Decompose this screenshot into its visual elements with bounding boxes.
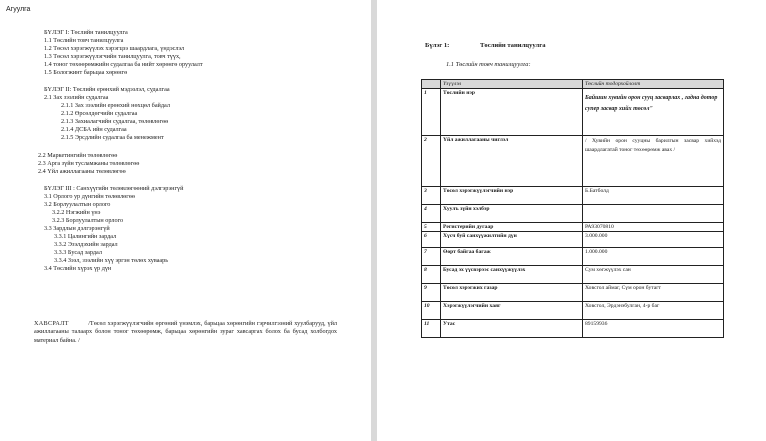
toc-entry[interactable]: 3.1 Орлого ур дүнгийн төлөвлөгөө [44,193,135,200]
toc-entry[interactable]: 3.2.3 Борлуулалтын орлого [52,217,124,224]
toc-entry[interactable]: 2.1.1 Зах зээлийн ерөнхий нөхцөл байдал [61,102,170,109]
row-label: Утас [441,320,583,338]
toc-entry[interactable]: 3.2 Борлуулалтын орлого [44,201,111,208]
row-label: Өөрт байгаа багаж [441,248,583,266]
table-row [422,89,724,136]
row-value: Ховсгол аймаг, Сүм орон бутагт [583,284,724,302]
table-row [422,205,724,223]
row-value: Байшин хувийн орон сууц засварлах , гадна дотор супер засвар хийх төсөл" [583,89,724,136]
toc-entry[interactable]: 3.3.2 Эзэлдэхийн зардал [54,241,118,248]
row-label: Хуулъ зүйн хэлбэр [441,205,583,223]
row-number: 3 [422,187,441,205]
row-label: Үйл ажиллагааны чиглэл [441,136,583,187]
document-page-left [0,0,371,441]
row-label: Төсөл хэрэгжих газар [441,284,583,302]
row-label: Хүсч буй санхүүжилтийн дүн [441,232,583,248]
row-value: 3.000.000 [583,232,724,248]
row-number: 8 [422,266,441,284]
toc-entry[interactable]: 2.1.4 ДСБА ийн судалгаа [61,126,127,133]
row-label: Төсөл хэрэгжүүлэгчийн нэр [441,187,583,205]
subsection-title: 1.1 Төслийн товч танилцуулга: [446,61,531,68]
table-row [422,320,724,338]
row-value: / Хувийн орон сууцны барилгын засвар хийхэд шаардлагатай тоног төхөөрөмж авах / [583,136,724,187]
toc-entry[interactable]: 3.4 Төслийн хүрэх үр дүн [44,265,112,272]
toc-entry[interactable]: 2.3 Арга зүйн тусламжаны төлөвлөгөө [38,160,140,167]
toc-entry[interactable]: 2.1.3 Захиалагчийн судалгаа, төлөвлөгөө [61,118,169,125]
row-label: Хэрэгжүүлэгчийн хаяг [441,302,583,320]
toc-entry[interactable]: 2.1.2 Өрсөлдөгчийн судалгаа [61,110,138,117]
appendix-paragraph [34,320,337,345]
toc-entry[interactable]: 2.1.5 Эрсдлийн судалгаа ба менежмент [61,134,164,141]
toc-entry[interactable]: 2.2 Маркетингийн төлөвлөгөө [38,152,118,159]
table-row [422,284,724,302]
toc-entry[interactable]: 3.2.2 Нэгжийн үнэ [52,209,101,216]
row-label: Төслийн нэр [441,89,583,136]
toc-entry[interactable]: БҮЛЭГ II: Төслийн ерөнхий мэдээлэл, судалгаа [44,86,170,93]
table-row [422,232,724,248]
row-number: 5 [422,223,441,232]
row-number: 1 [422,89,441,136]
row-value: 1.000.000 [583,248,724,266]
table-row [422,302,724,320]
table-row [422,248,724,266]
row-number: 6 [422,232,441,248]
row-value: Б.Батболд [583,187,724,205]
row-value: РА93070810 [583,223,724,232]
row-number: 11 [422,320,441,338]
toc-entry[interactable]: 1.2 Төсөл хэрэгжүүлэх хэрэгцээ шаардлага, үндэслэл [44,45,185,52]
toc-entry[interactable]: 2.1 Зах зээлийн судалгаа [44,94,109,101]
toc-entry[interactable]: БҮЛЭГ III : Санхүүгийн төлөвлөгөөний дэлгэрэнгүй [44,185,184,192]
section-title: Төслийн танилцуулга [480,42,546,49]
toc-entry[interactable]: 1.4 тоног төхөөрөмжийн судалгаа ба нийт хөрөнгө оруулалт [44,61,203,68]
toc-entry[interactable]: 3.3.1 Цалингийн зардал [54,233,117,240]
row-value: Сум хөгжүүлэх сан [583,266,724,284]
header-cell-description: Төслийн тодорхойлолт [583,80,724,89]
row-value [583,205,724,223]
toc-title: Агуулга [6,6,31,13]
toc-entry[interactable]: БҮЛЭГ I: Төслийн танилцуулга [44,29,128,36]
row-number: 7 [422,248,441,266]
toc-entry[interactable]: 1.3 Төсөл хэрэгжүүлэгчийн танилцуулга, товч түүх, [44,53,181,60]
row-label: Регистерийн дугаар [441,223,583,232]
row-value: Ховсгол, Эрдэнэбулган, 4-р баг [583,302,724,320]
appendix-heading: ХАВСРАЛТ [34,320,69,327]
section-number: Бүлэг 1: [425,42,450,49]
toc-entry[interactable]: 2.4 Үйл ажиллагааны төлөвлөгөө [38,168,126,175]
document-page-right [377,0,766,441]
toc-entry[interactable]: 3.3 Зардлын дэлгэрэнгүй [44,225,110,232]
row-label: Бусад эх үүсвэрээс санхүүжүүлэх [441,266,583,284]
table-header-row [422,80,724,89]
row-number: 10 [422,302,441,320]
row-value: 89159936 [583,320,724,338]
table-row [422,223,724,232]
project-info-table [421,79,724,338]
table-row [422,266,724,284]
row-number: 4 [422,205,441,223]
toc-entry[interactable]: 1.1 Төслийн товч танилцуулга [44,37,124,44]
row-number: 9 [422,284,441,302]
table-row [422,187,724,205]
table-row [422,136,724,187]
toc-entry[interactable]: 3.3.3 Бусад зардал [54,249,102,256]
row-number: 2 [422,136,441,187]
appendix-text: /Төсөл хэрэгжүүлэгчийн өргөний үнэмлэх, барьцаа хөрөнгийн гэрчилгээний хуулбарууд, үйл ажиллагааны талаарх болон тоног төхөөрөмж, барьцаа хөрөнгийн зураг хавсаргах болох ба бусад холбогдох материал байна. / [34,320,337,344]
header-cell-indicator: Үзүүлэл [441,80,583,89]
toc-entry[interactable]: 1.5 Бологжинт барьцаа хөрөнгө [44,69,128,76]
header-cell-number [422,80,441,89]
toc-entry[interactable]: 3.3.4 Зээл, зээлийн хүү эргэн төлөх хуваарь [54,257,169,264]
